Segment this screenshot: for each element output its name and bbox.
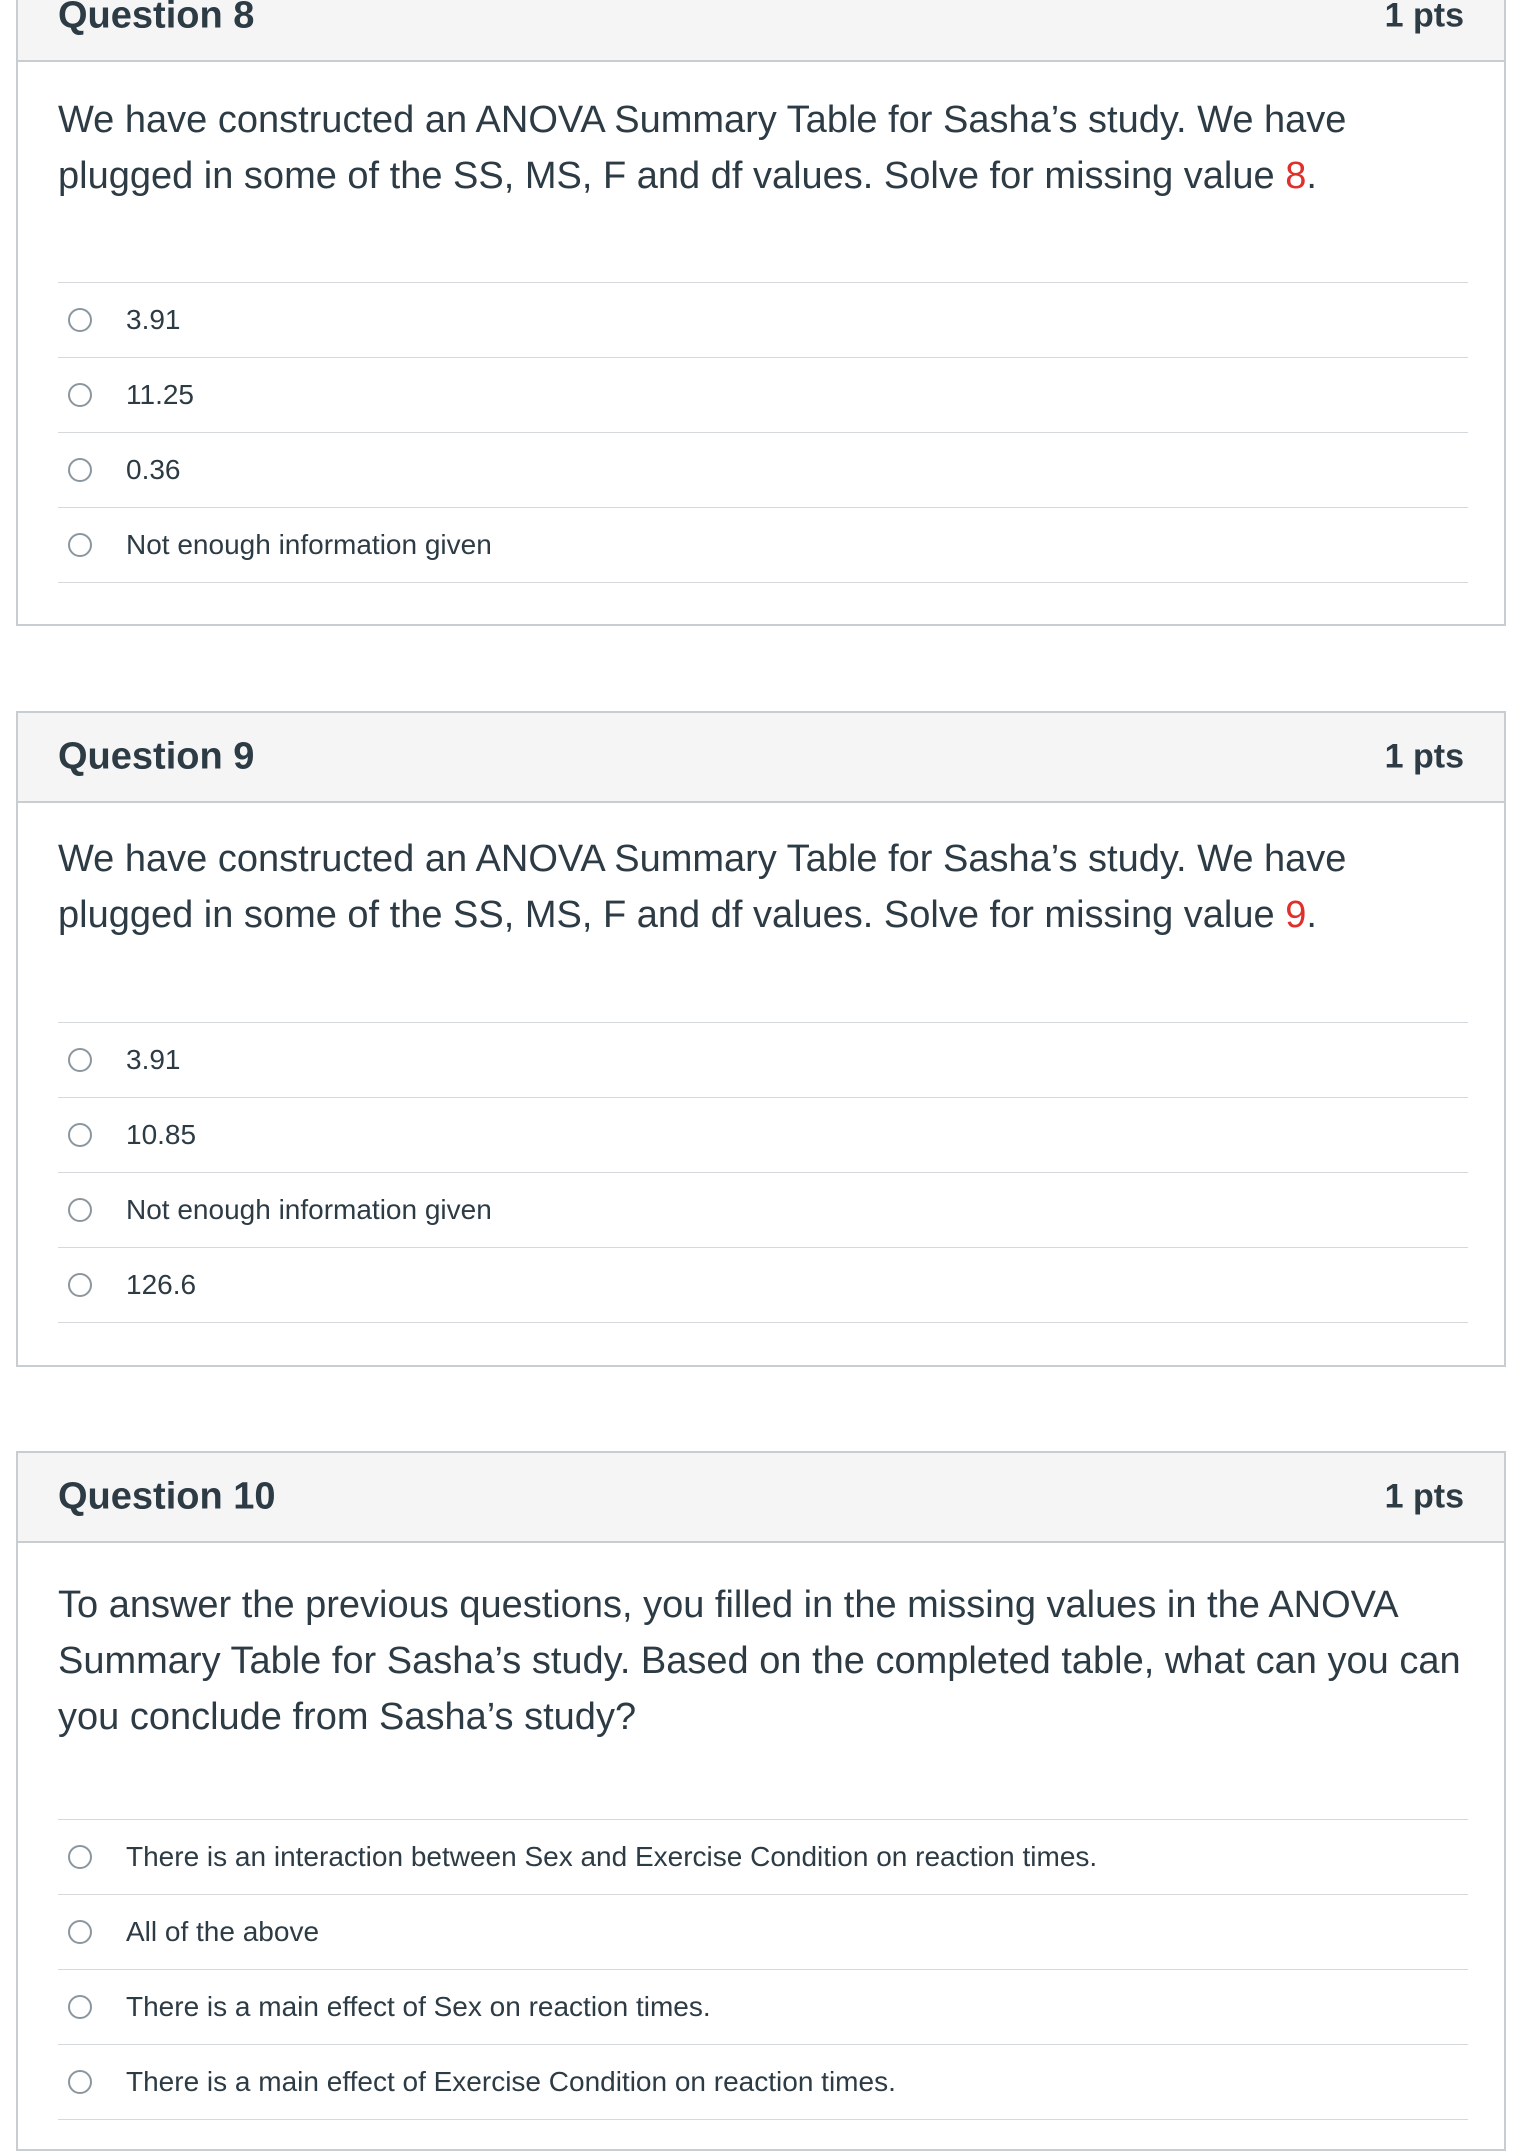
radio-button[interactable] xyxy=(68,1920,92,1944)
answer-label: There is an interaction between Sex and Exercise Condition on reaction times. xyxy=(126,1841,1098,1872)
question-text: To answer the previous questions, you filled in the missing values in the ANOVA Summary Table for Sasha’s study. Based on the completed table, what can you can you conclude from Sasha’s study? xyxy=(58,1584,1461,1738)
answer-label: 3.91 xyxy=(126,1044,181,1075)
question-10 xyxy=(16,1451,1506,2151)
answer-label: 3.91 xyxy=(126,304,181,335)
answer-option[interactable] xyxy=(58,1098,1468,1173)
radio-button[interactable] xyxy=(68,1198,92,1222)
answer-label: Not enough information given xyxy=(126,1194,492,1225)
answer-option[interactable] xyxy=(58,1820,1468,1895)
radio-button[interactable] xyxy=(68,308,92,332)
answer-label: There is a main effect of Sex on reaction times. xyxy=(126,1991,711,2022)
radio-button[interactable] xyxy=(68,1048,92,1072)
answer-label: Not enough information given xyxy=(126,529,492,560)
question-8 xyxy=(16,0,1506,626)
question-points: 1 pts xyxy=(1384,1477,1464,1516)
radio-button[interactable] xyxy=(68,1123,92,1147)
answer-label: 10.85 xyxy=(126,1119,197,1150)
answer-option[interactable] xyxy=(58,358,1468,433)
answer-option[interactable] xyxy=(58,1895,1468,1970)
question-9 xyxy=(16,711,1506,1367)
answer-option[interactable] xyxy=(58,1248,1468,1323)
answer-option[interactable] xyxy=(58,1023,1468,1098)
question-title: Question 10 xyxy=(58,1475,276,1518)
question-header xyxy=(18,1453,1504,1543)
question-header xyxy=(18,0,1504,62)
answer-list xyxy=(58,1819,1468,2120)
radio-button[interactable] xyxy=(68,383,92,407)
radio-button[interactable] xyxy=(68,1995,92,2019)
radio-button[interactable] xyxy=(68,1845,92,1869)
question-points: 1 pts xyxy=(1384,737,1464,776)
answer-option[interactable] xyxy=(58,433,1468,508)
answer-label: 126.6 xyxy=(126,1269,197,1300)
answer-option[interactable] xyxy=(58,508,1468,583)
answer-label: All of the above xyxy=(126,1916,320,1947)
radio-button[interactable] xyxy=(68,458,92,482)
question-title: Question 8 xyxy=(58,0,255,37)
question-points: 1 pts xyxy=(1384,0,1464,35)
answer-option[interactable] xyxy=(58,1173,1468,1248)
question-text: We have constructed an ANOVA Summary Table for Sasha’s study. We have plugged in some of the SS, MS, F and df values. Solve for missing value 8. xyxy=(58,99,1347,197)
answer-option[interactable] xyxy=(58,2045,1468,2120)
question-header xyxy=(18,713,1504,803)
missing-value-number: 9 xyxy=(1285,894,1307,936)
answer-option[interactable] xyxy=(58,1970,1468,2045)
answer-label: 0.36 xyxy=(126,454,181,485)
radio-button[interactable] xyxy=(68,1273,92,1297)
answer-list xyxy=(58,282,1468,583)
answer-label: There is a main effect of Exercise Condition on reaction times. xyxy=(126,2066,896,2097)
question-text: We have constructed an ANOVA Summary Table for Sasha’s study. We have plugged in some of the SS, MS, F and df values. Solve for missing value 9. xyxy=(58,838,1347,936)
answer-option[interactable] xyxy=(58,283,1468,358)
answer-list xyxy=(58,1022,1468,1323)
missing-value-number: 8 xyxy=(1285,155,1307,197)
answer-label: 11.25 xyxy=(126,379,194,410)
radio-button[interactable] xyxy=(68,2070,92,2094)
radio-button[interactable] xyxy=(68,533,92,557)
question-title: Question 9 xyxy=(58,735,255,778)
